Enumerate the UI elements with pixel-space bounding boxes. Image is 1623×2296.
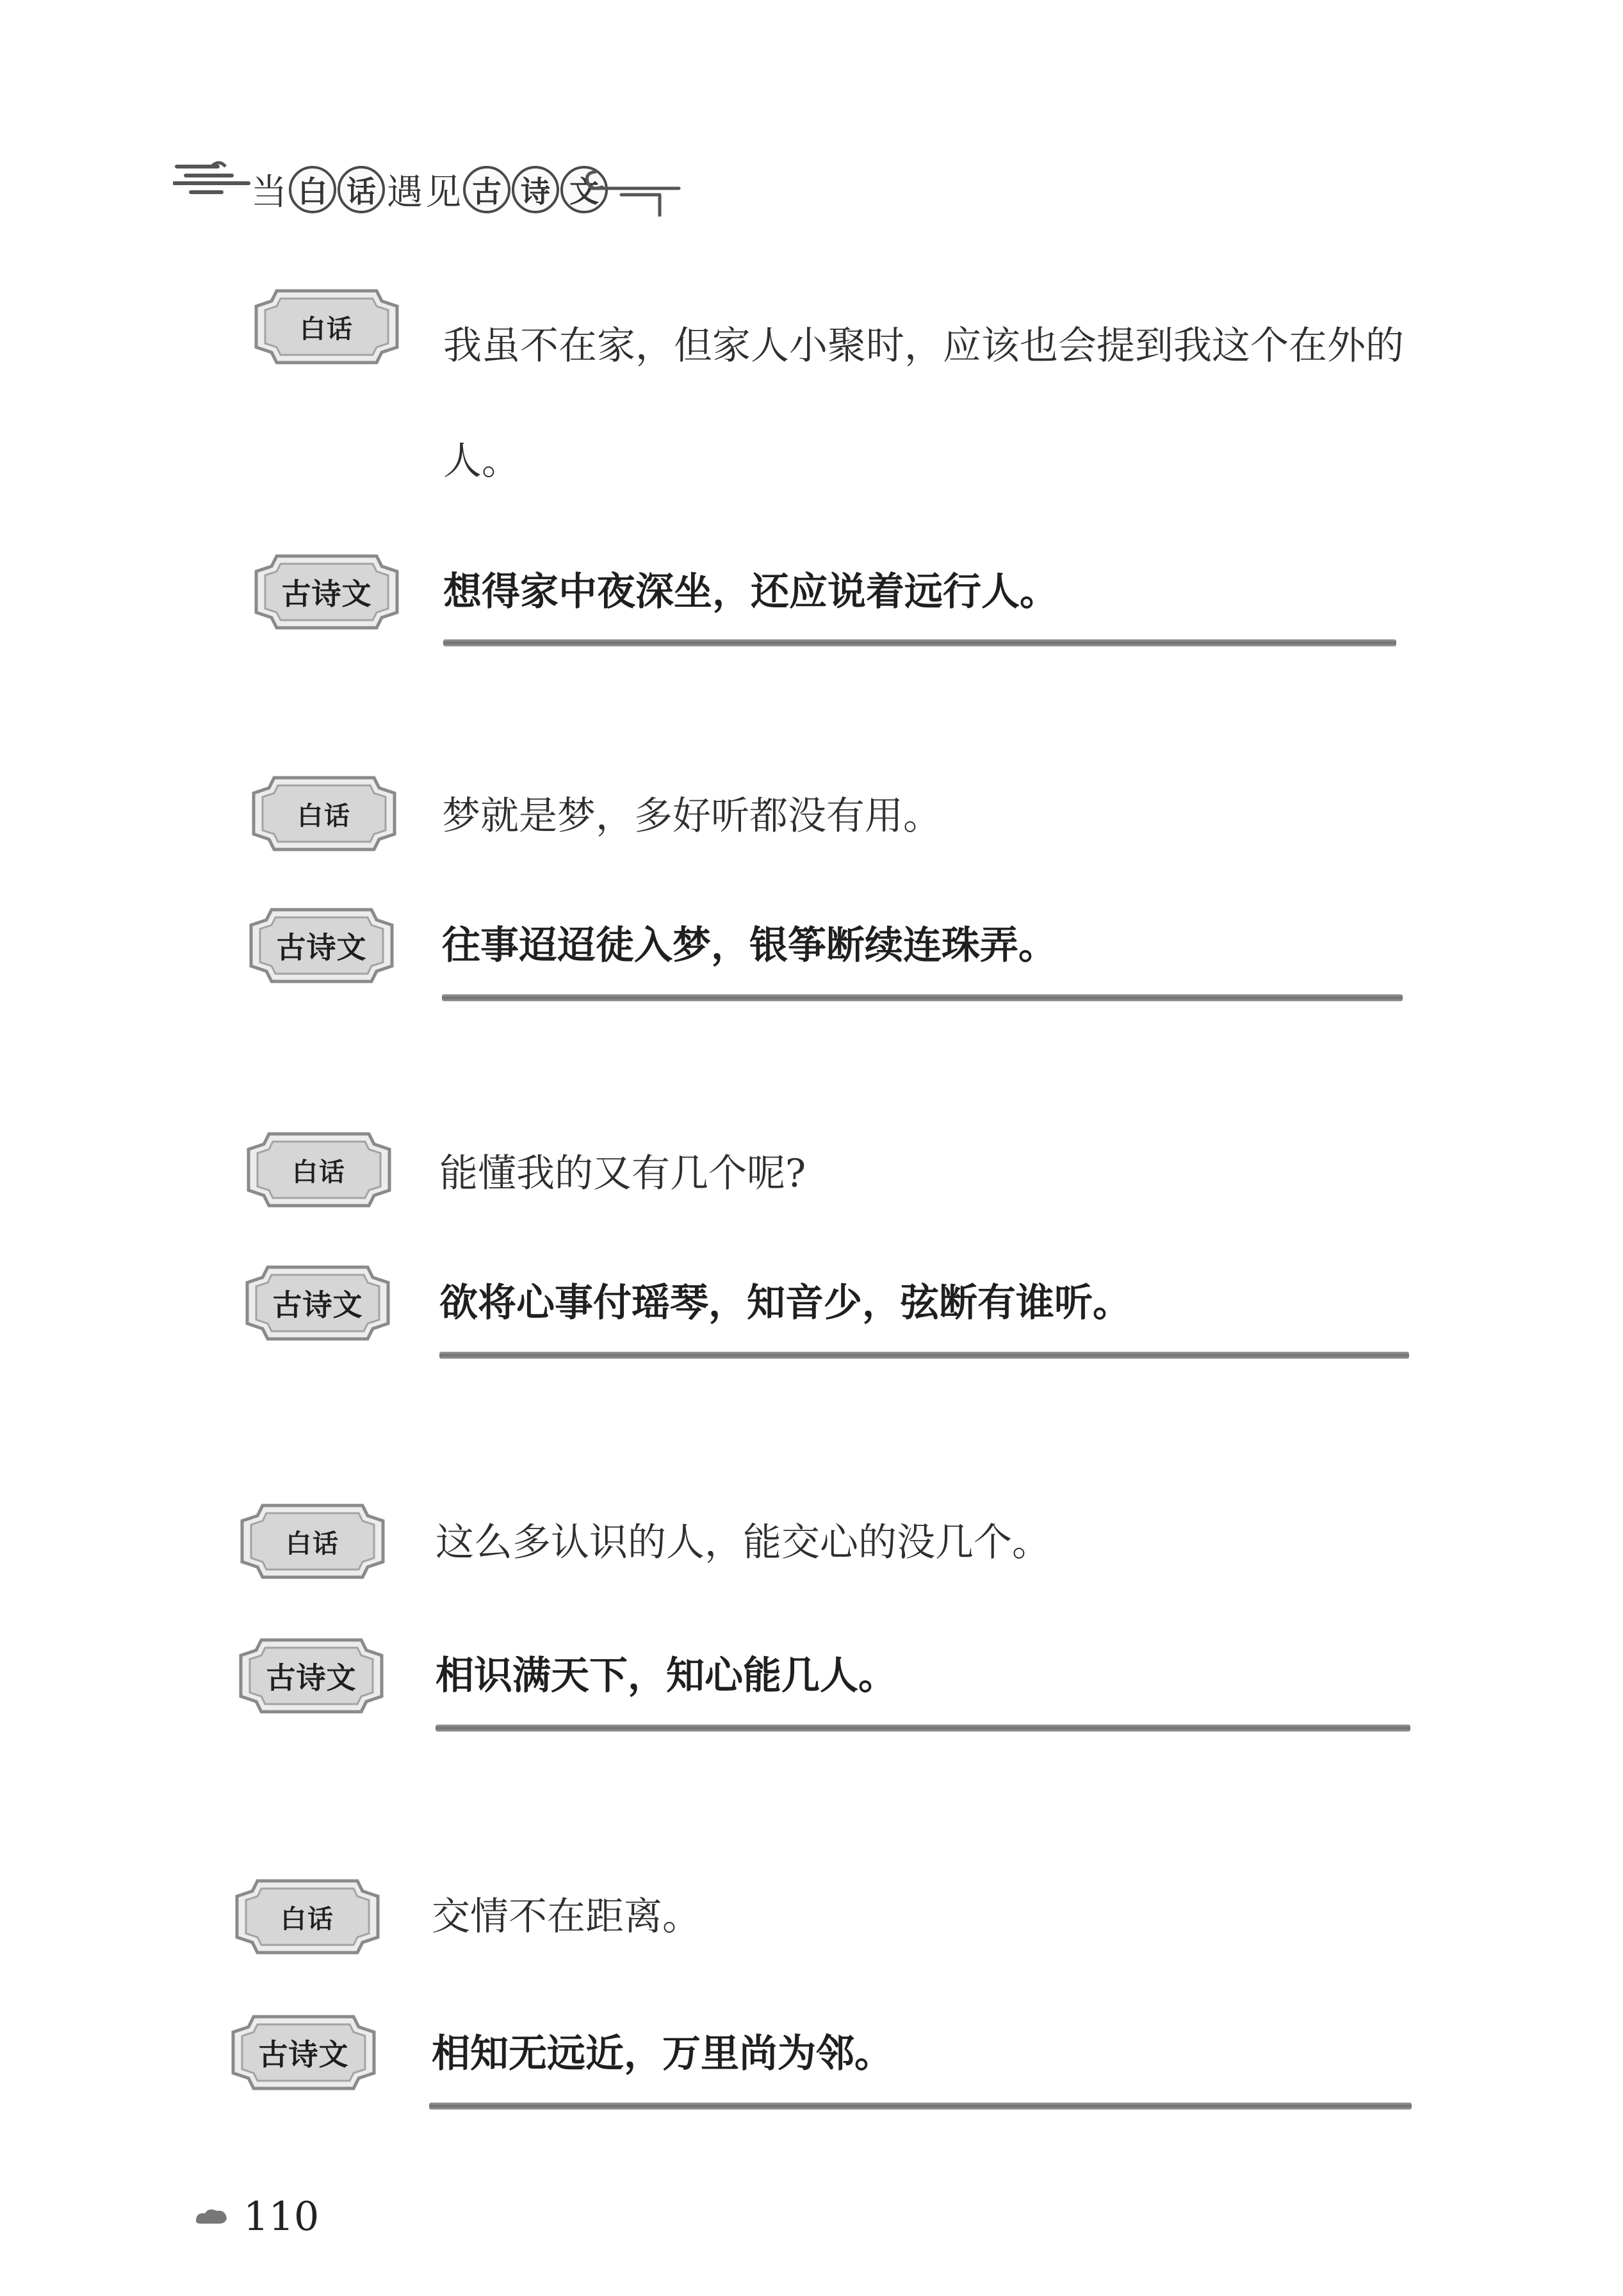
baihua-badge-label: 白话 — [292, 1157, 346, 1187]
gushiwen-badge — [236, 1634, 387, 1718]
title-char: 当 — [251, 172, 287, 213]
gushiwen-badge-label: 古诗文 — [281, 577, 372, 611]
cloud-ornament-left-icon — [173, 152, 256, 210]
baihua-text: 能懂我的又有几个呢? — [439, 1151, 806, 1196]
title-char-circled: 白 — [289, 166, 336, 213]
underline-rule — [436, 1725, 1410, 1732]
baihua-badge — [249, 771, 400, 856]
baihua-text: 交情不在距离。 — [432, 1894, 701, 1939]
gushiwen-badge — [251, 550, 402, 634]
underline-rule — [442, 994, 1403, 1001]
underline-rule — [429, 2103, 1412, 2110]
gushiwen-badge-label: 古诗文 — [266, 1660, 357, 1695]
page-number: 110 — [243, 2192, 320, 2240]
baihua-badge-label: 白话 — [281, 1904, 334, 1934]
baihua-badge — [232, 1874, 383, 1959]
title-char-circled: 古 — [463, 166, 510, 213]
gushiwen-text: 往事迢迢徒入梦，银筝断续连珠弄。 — [442, 923, 1057, 968]
underline-rule — [439, 1352, 1409, 1359]
cloud-ornament-right-icon — [583, 152, 685, 217]
cloud-ornament-icon — [192, 2204, 231, 2227]
gushiwen-badge — [246, 903, 397, 988]
underline-rule — [443, 639, 1396, 646]
gushiwen-text: 想得家中夜深坐，还应说着远行人。 — [443, 570, 1058, 614]
running-header — [173, 152, 685, 229]
baihua-badge — [251, 284, 402, 369]
gushiwen-badge-label: 古诗文 — [272, 1288, 363, 1322]
page-folio — [192, 2194, 319, 2238]
gushiwen-badge-label: 古诗文 — [276, 930, 367, 965]
baihua-badge-label: 白话 — [286, 1529, 339, 1559]
baihua-text: 梦就是梦，多好听都没有用。 — [442, 794, 942, 839]
title-char: 见 — [425, 172, 461, 213]
gushiwen-text: 欲将心事付瑶琴，知音少，弦断有谁听。 — [439, 1281, 1131, 1325]
baihua-badge-label: 白话 — [297, 801, 351, 831]
book-title — [250, 158, 608, 222]
gushiwen-badge — [228, 2010, 379, 2095]
gushiwen-text: 相知无远近，万里尚为邻。 — [432, 2031, 893, 2076]
baihua-text: 我虽不在家，但家人小聚时，应该也会提到我这个在外的人。 — [443, 324, 1404, 484]
title-char-circled: 话 — [338, 166, 385, 213]
title-char: 遇 — [387, 172, 423, 213]
baihua-badge — [237, 1499, 388, 1584]
gushiwen-badge — [242, 1261, 393, 1345]
title-char-circled: 文 — [560, 166, 608, 213]
baihua-badge-label: 白话 — [300, 314, 354, 344]
baihua-badge — [243, 1128, 395, 1212]
title-char-circled: 诗 — [512, 166, 559, 213]
baihua-text: 这么多认识的人，能交心的没几个。 — [436, 1520, 1050, 1565]
gushiwen-text: 相识满天下，知心能几人。 — [436, 1653, 897, 1698]
gushiwen-badge-label: 古诗文 — [258, 2037, 349, 2072]
